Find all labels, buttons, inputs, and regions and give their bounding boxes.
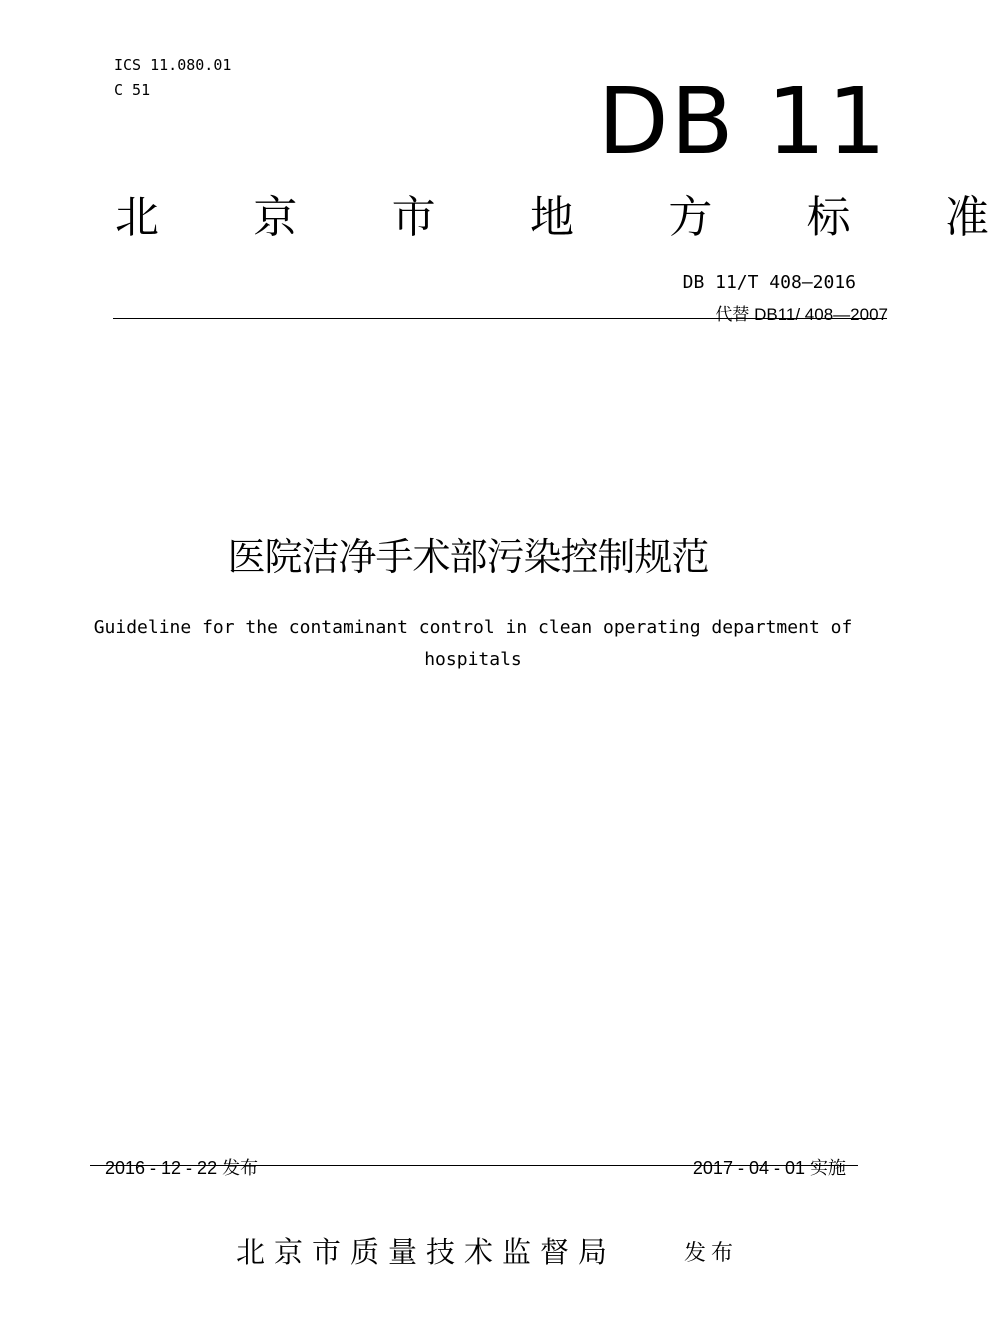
implementation-date: 2017 - 04 - 01 实施 <box>692 1158 846 1178</box>
publish-label: 发布 <box>684 1241 739 1266</box>
issue-date: 2016 - 12 - 22 发布 <box>105 1158 259 1178</box>
standard-type-char: 方 <box>668 192 713 243</box>
standard-type-heading <box>112 192 992 243</box>
standard-type-char: 地 <box>529 192 574 243</box>
issuing-authority: 北京市质量技术监督局 <box>236 1235 617 1269</box>
ics-code: ICS 11.080.01 <box>114 56 232 74</box>
top-divider <box>113 318 887 319</box>
ccs-code: C 51 <box>114 81 151 99</box>
standard-type-char: 准 <box>944 192 989 243</box>
standard-type-char: 市 <box>391 192 436 243</box>
standard-number: DB 11/T 408—2016 <box>682 272 856 293</box>
db-logo: DB 11 <box>597 68 888 175</box>
document-title-zh: 医院洁净手术部污染控制规范 <box>227 535 709 579</box>
replaces-standard: 代替 DB11/ 408—2007 <box>715 305 888 324</box>
standard-type-char: 京 <box>253 192 298 243</box>
standard-type-char: 北 <box>115 192 159 243</box>
document-title-en: Guideline for the contaminant control in clean operating department of hospitals <box>93 617 853 670</box>
standard-type-char: 标 <box>806 192 851 243</box>
